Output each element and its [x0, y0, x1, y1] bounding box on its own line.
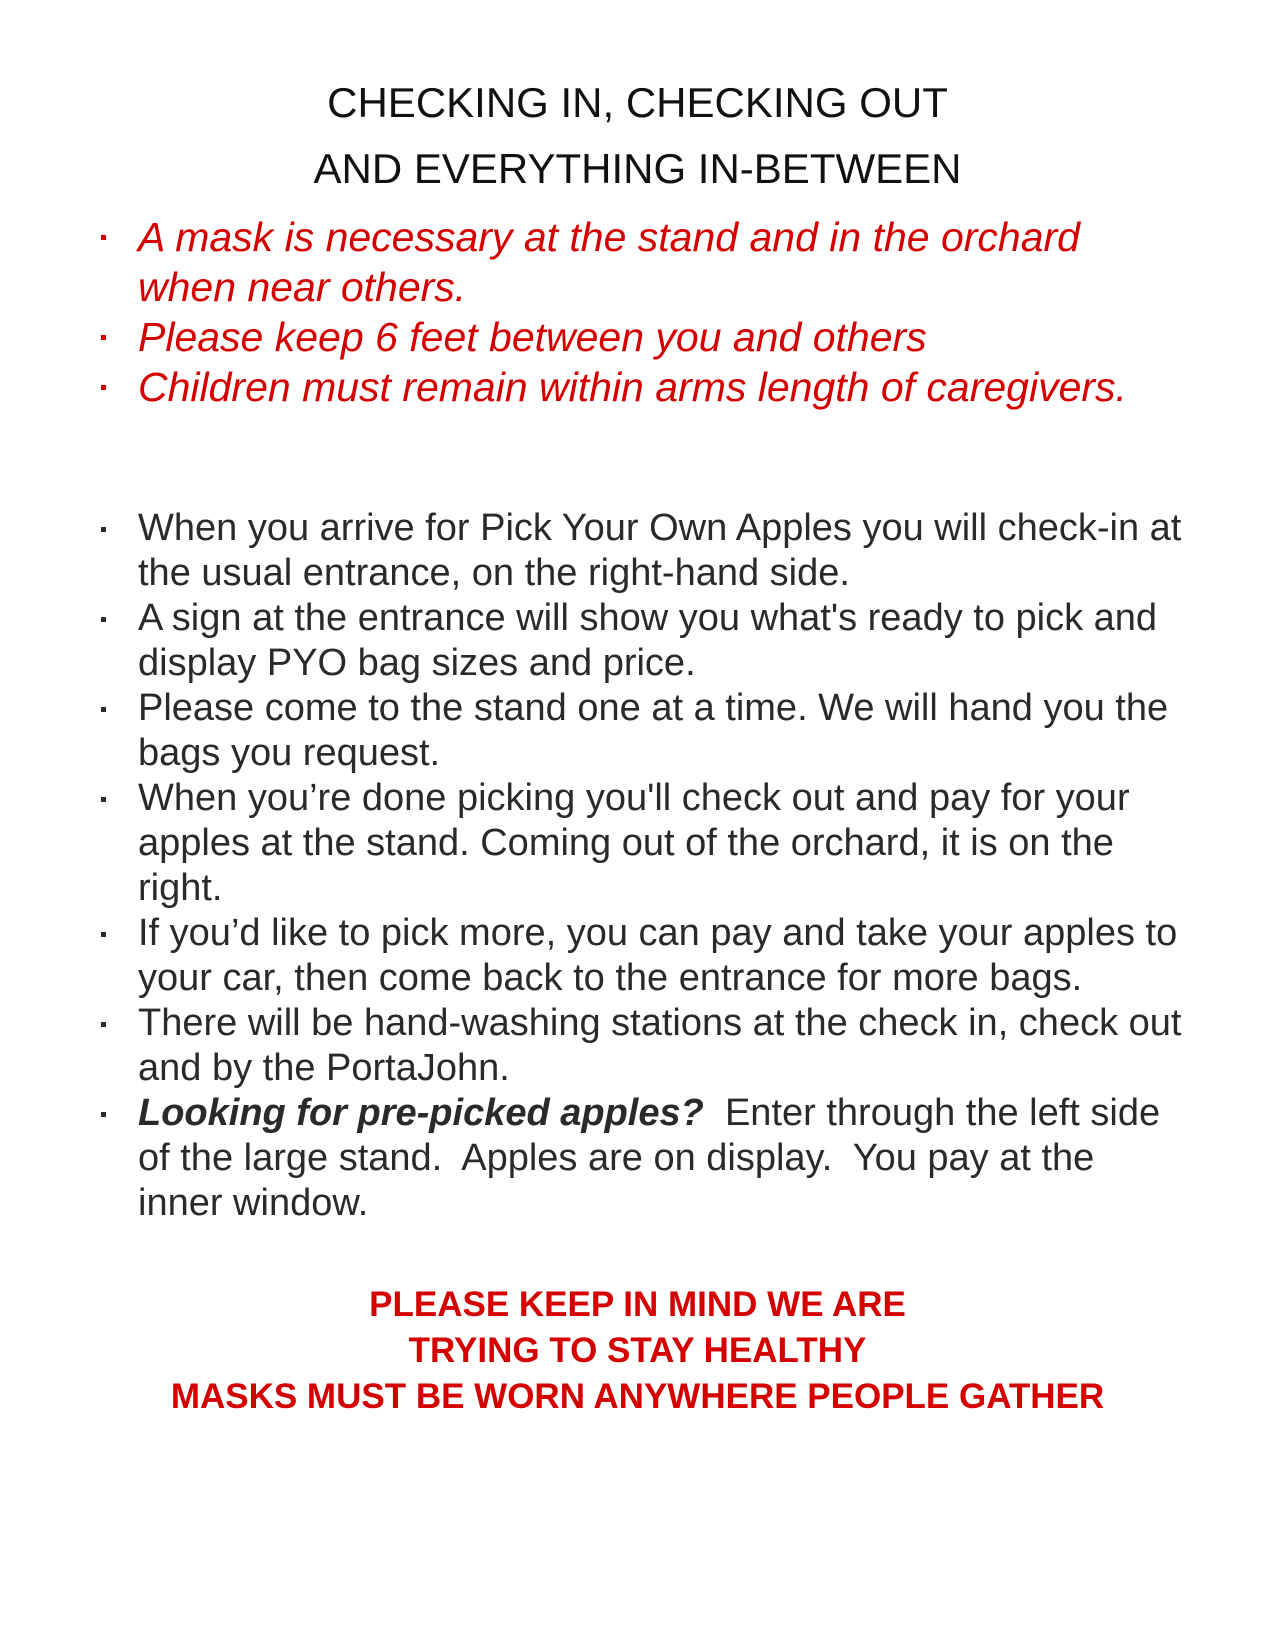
bullet-icon — [101, 797, 106, 802]
bullet-icon — [101, 385, 106, 390]
list-item — [0, 596, 1188, 686]
instruction-text: When you’re done picking you'll check out and pay for your apples at the stand. Coming out of the orchard, it is on the right. — [138, 777, 1130, 909]
pre-picked-emphasis: Looking for pre-picked apples? — [138, 1092, 704, 1134]
instruction-text: When you arrive for Pick Your Own Apples you will check-in at the usual entrance, on the right-hand side. — [138, 507, 1182, 594]
list-item — [0, 776, 1188, 911]
bullet-icon — [101, 932, 106, 937]
bullet-icon — [101, 335, 106, 340]
page-title — [0, 70, 1275, 202]
footer-line-1: PLEASE KEEP IN MIND WE ARE — [369, 1285, 906, 1324]
instruction-text: Enter through the left side of the large stand. Apples are on display. You pay at the inner window. — [138, 1092, 1171, 1224]
bullet-icon — [101, 527, 106, 532]
list-item — [0, 1091, 1188, 1226]
safety-rules-list — [0, 212, 1188, 412]
title-line-1: CHECKING IN, CHECKING OUT — [327, 79, 948, 126]
safety-rule-text: A mask is necessary at the stand and in the orchard when near others. — [138, 214, 1080, 310]
footer-notice — [0, 1282, 1275, 1420]
list-item — [0, 362, 1188, 412]
instruction-text: Please come to the stand one at a time. We will hand you the bags you request. — [138, 687, 1169, 774]
bullet-icon — [101, 235, 106, 240]
bullet-icon — [101, 1112, 106, 1117]
list-item — [0, 212, 1188, 312]
title-line-2: AND EVERYTHING IN-BETWEEN — [313, 145, 962, 192]
footer-line-2: TRYING TO STAY HEALTHY — [408, 1331, 867, 1370]
footer-line-3: MASKS MUST BE WORN ANYWHERE PEOPLE GATHER — [170, 1377, 1105, 1416]
bullet-icon — [101, 617, 106, 622]
list-item — [0, 1001, 1188, 1091]
safety-rule-text: Children must remain within arms length of caregivers. — [138, 364, 1127, 410]
bullet-icon — [101, 1022, 106, 1027]
instruction-text: There will be hand-washing stations at the check in, check out and by the PortaJohn. — [138, 1002, 1182, 1089]
bullet-icon — [101, 707, 106, 712]
safety-rule-text: Please keep 6 feet between you and others — [138, 314, 927, 360]
list-item — [0, 911, 1188, 1001]
list-item — [0, 686, 1188, 776]
instruction-text: If you’d like to pick more, you can pay and take your apples to your car, then come back to the entrance for more bags. — [138, 912, 1178, 999]
list-item — [0, 312, 1188, 362]
instruction-text: A sign at the entrance will show you what's ready to pick and display PYO bag sizes and price. — [138, 597, 1158, 684]
instructions-list — [0, 506, 1188, 1226]
list-item — [0, 506, 1188, 596]
